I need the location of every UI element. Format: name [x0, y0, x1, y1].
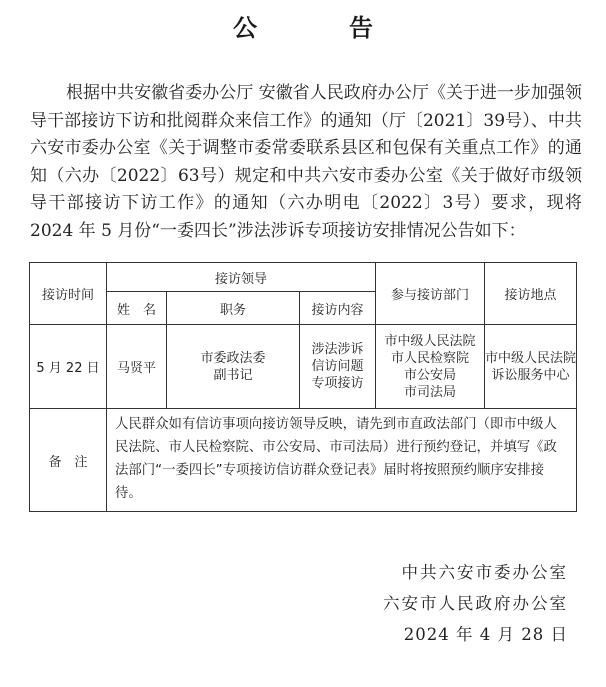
location-line: 诉讼服务中心	[491, 367, 570, 383]
table-header-row	[30, 263, 577, 292]
department-line: 市人民检察院	[390, 350, 469, 366]
cell-location	[485, 325, 577, 409]
cell-departments	[376, 325, 485, 409]
header-leader-group: 接访领导	[107, 263, 376, 292]
cell-position	[167, 325, 300, 409]
department-line: 市司法局	[403, 384, 456, 400]
position-line: 副书记	[213, 367, 253, 383]
signature-date: 2024 年 4 月 28 日	[403, 625, 568, 644]
location-line: 市中级人民法院	[485, 350, 577, 366]
note-row	[30, 409, 577, 512]
cell-content	[300, 325, 376, 409]
header-time: 接访时间	[30, 263, 107, 325]
department-line: 市中级人民法院	[384, 333, 476, 349]
header-position: 职务	[167, 292, 300, 325]
note-label: 备 注	[30, 409, 107, 512]
content-line: 信访问题	[311, 359, 364, 374]
header-location: 接访地点	[485, 263, 577, 325]
header-content: 接访内容	[300, 292, 376, 325]
signature-org-2: 六安市人民政府办公室	[383, 594, 568, 613]
content-line: 涉法涉诉	[311, 342, 364, 357]
schedule-table	[29, 262, 577, 512]
header-name: 姓 名	[107, 292, 167, 325]
cell-time: 5 月 22 日	[30, 325, 107, 409]
cell-name: 马贤平	[107, 325, 167, 409]
note-text: 人民群众如有信访事项向接访领导反映，请先到市直政法部门（即市中级人民法院、市人民检察院、市公安局、市司法局）进行预约登记，并填写《政法部门“一委四长”专项接访信访群众登记表》届时将按照预约顺序安排接待。	[107, 409, 577, 512]
page-title: 公 告	[233, 14, 407, 42]
table-row	[30, 325, 577, 409]
intro-paragraph: 根据中共安徽省委办公厅 安徽省人民政府办公厅《关于进一步加强领导干部接访下访和批阅群众来信工作》的通知（厅〔2021〕39号）、中共六安市委办公室《关于调整市委常委联系县区和包保有关重点工作》的通知（六办〔2022〕63号）规定和中共六安市委办公室《关于做好市级领导干部接访下访工作》的通知（六办明电〔2022〕3号）要求，现将 2024 年 5 月份“一委四长”涉法涉诉专项接访安排情况公告如下：	[30, 83, 582, 241]
department-line: 市公安局	[403, 367, 456, 383]
header-departments: 参与接访部门	[376, 263, 485, 325]
content-line: 专项接访	[311, 376, 364, 391]
signature-org-1: 中共六安市委办公室	[401, 563, 568, 582]
position-line: 市委政法委	[200, 350, 266, 366]
